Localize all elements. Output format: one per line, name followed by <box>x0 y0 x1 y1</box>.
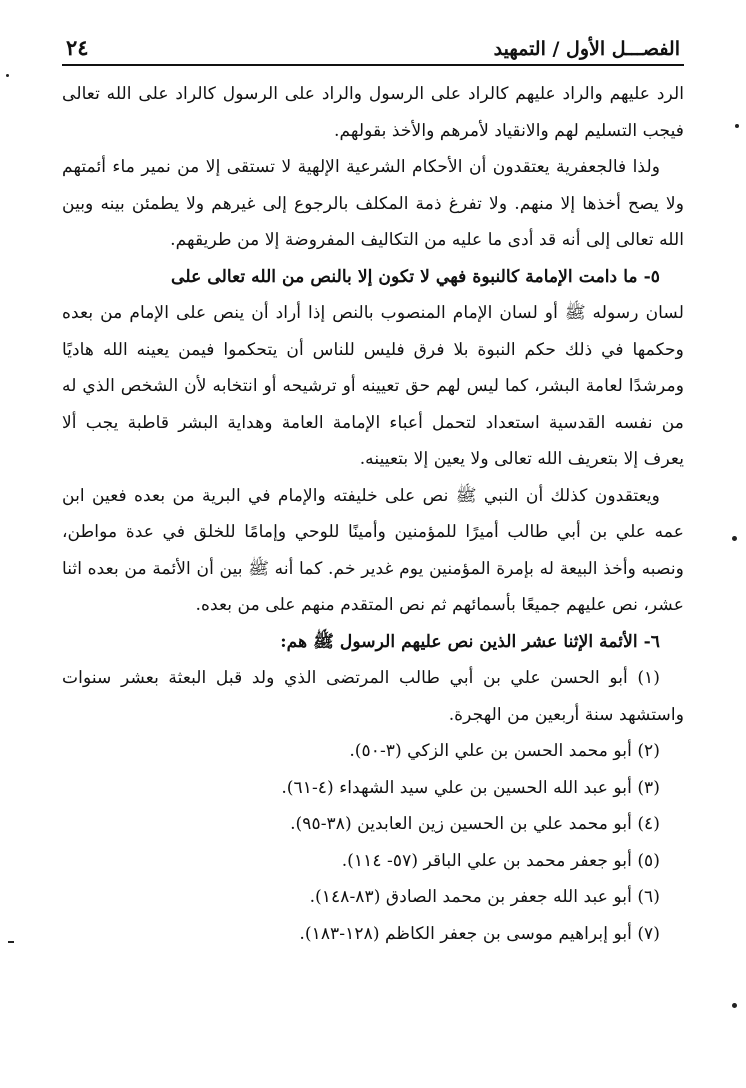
section-heading-5: ٥- ما دامت الإمامة كالنبوة فهي لا تكون إلا بالنص من الله تعالى على <box>171 266 660 287</box>
imam-list-item: (٥) أبو جعفر محمد بن علي الباقر (٥٧- ١١٤). <box>341 850 660 871</box>
imam-list-item: (٦) أبو عبد الله جعفر بن محمد الصادق (٨٣-١٤٨). <box>309 887 660 907</box>
paragraph-jafariya-rulings: ولذا فالجعفرية يعتقدون أن الأحكام الشرعية الإلهية لا تستقى إلا من نمير ماء أئمتهم ولا يصح أخذها إلا منهم. ولا تفرغ ذمة المكلف بالرجوع إلى غيرهم ولا يطمئن بينه وبين الله تعالى إلى أنه قد أدى ما عليه من التكاليف المفروضة إلا من طريقهم. <box>62 157 684 250</box>
section-heading-6: ٦- الأئمة الإثنا عشر الذين نص عليهم الرسول ﷺ هم: <box>280 631 660 652</box>
scan-speck <box>735 124 739 128</box>
imam-list-item: (٢) أبو محمد الحسن بن علي الزكي (٣-٥٠). <box>349 741 660 761</box>
page-header <box>62 26 684 66</box>
imam-list-item: (٣) أبو عبد الله الحسين بن علي سيد الشهداء (٤-٦١). <box>281 777 660 798</box>
book-page <box>62 26 684 952</box>
imam-list-item: (٧) أبو إبراهيم موسى بن جعفر الكاظم (١٢٨-١٨٣). <box>299 923 660 944</box>
paragraph-prophet-designation: ويعتقدون كذلك أن النبي ﷺ نص على خليفته والإمام في البرية من بعده فعين ابن عمه علي بن أبي طالب أميرًا للمؤمنين وأمينًا للوحي وإمامًا للخلق في عدة مواطن، ونصبه وأخذ البيعة له بإمرة المؤمنين يوم غدير خم. كما أنه ﷺ بين أن الأئمة من بعده اثنا عشر، نص عليهم جميعًا بأسمائهم ثم نص المتقدم منهم على من بعده. <box>62 485 684 615</box>
scan-speck <box>8 941 14 943</box>
scan-speck <box>6 74 9 77</box>
scan-speck <box>732 536 737 541</box>
scan-speck <box>732 1003 737 1008</box>
imam-list-item: (١) أبو الحسن علي بن أبي طالب المرتضى الذي ولد قبل البعثة بعشر سنوات واستشهد سنة أربعين من الهجرة. <box>62 668 684 725</box>
page-number: ٢٤ <box>66 35 89 60</box>
page-body <box>62 76 684 952</box>
paragraph-imamate-by-text: لسان رسوله ﷺ أو لسان الإمام المنصوب بالنص إذا أراد أن ينص على الإمام من بعده وحكمها في ذلك حكم النبوة بلا فرق فليس للناس أن يتحكموا فيمن يعينه الله هاديًا ومرشدًا لعامة البشر، كما ليس لهم حق تعيينه أو ترشيحه أو انتخابه لأن الشخص الذي له من نفسه القدسية استعداد لتحمل أعباء الإمامة العامة وهداية البشر قاطبة يجب ألا يعرف إلا بتعريف الله تعالى ولا يعين إلا بتعيينه. <box>62 303 684 469</box>
imam-list-item: (٤) أبو محمد علي بن الحسين زين العابدين (٣٨-٩٥). <box>290 814 660 834</box>
paragraph-continuation: الرد عليهم والراد عليهم كالراد على الرسول والراد على الرسول كالراد على الله تعالى فيجب التسليم لهم والانقياد لأمرهم والأخذ بقولهم. <box>62 84 684 141</box>
chapter-title: الفصـــل الأول / التمهيد <box>493 38 680 60</box>
